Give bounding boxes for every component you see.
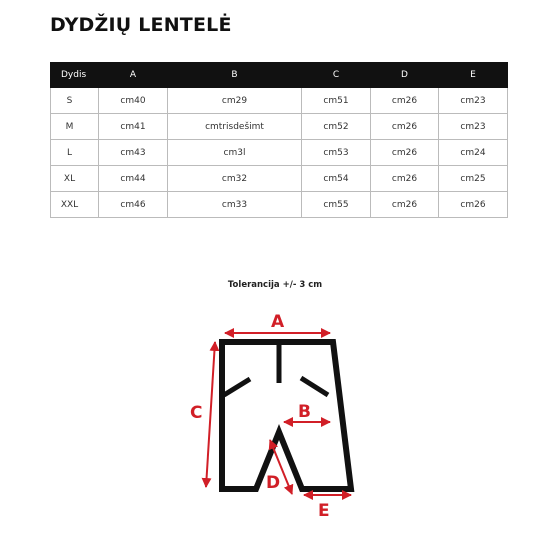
table-cell: cm26 xyxy=(371,114,439,140)
table-cell: cm44 xyxy=(99,166,168,192)
table-cell: cm41 xyxy=(99,114,168,140)
table-cell: cm40 xyxy=(99,88,168,114)
right-pocket-line xyxy=(301,378,328,395)
label-c: C xyxy=(190,403,203,423)
size-cell: L xyxy=(51,140,99,166)
size-cell: S xyxy=(51,88,99,114)
table-cell: cm26 xyxy=(439,192,508,218)
label-a: A xyxy=(271,312,285,332)
size-cell: M xyxy=(51,114,99,140)
column-header-e: E xyxy=(439,63,508,88)
column-header-a: A xyxy=(99,63,168,88)
table-cell: cm32 xyxy=(168,166,302,192)
table-cell: cm23 xyxy=(439,88,508,114)
table-cell: cm23 xyxy=(439,114,508,140)
table-cell: cm33 xyxy=(168,192,302,218)
table-cell: cm54 xyxy=(302,166,371,192)
table-cell: cm3l xyxy=(168,140,302,166)
table-cell: cm24 xyxy=(439,140,508,166)
shorts-outline xyxy=(222,342,351,489)
page-title: DYDŽIŲ LENTELĖ xyxy=(50,14,232,36)
tolerance-note: Tolerancija +/- 3 cm xyxy=(227,280,323,290)
left-pocket-line xyxy=(224,379,250,395)
measure-c-line xyxy=(206,342,215,487)
table-cell: cm52 xyxy=(302,114,371,140)
table-cell: cm26 xyxy=(371,88,439,114)
table-cell: cm46 xyxy=(99,192,168,218)
table-cell: cm53 xyxy=(302,140,371,166)
label-b: B xyxy=(298,402,311,422)
table-cell: cm25 xyxy=(439,166,508,192)
label-e: E xyxy=(318,501,330,521)
size-cell: XL xyxy=(51,166,99,192)
column-header-b: B xyxy=(168,63,302,88)
table-cell: cm26 xyxy=(371,192,439,218)
column-header-size: Dydis xyxy=(51,63,99,88)
table-cell: cm43 xyxy=(99,140,168,166)
table-cell: cm26 xyxy=(371,140,439,166)
table-cell: cmtrisdešimt xyxy=(168,114,302,140)
size-cell: XXL xyxy=(51,192,99,218)
column-header-d: D xyxy=(371,63,439,88)
table-cell: cm51 xyxy=(302,88,371,114)
label-d: D xyxy=(266,473,281,493)
table-cell: cm29 xyxy=(168,88,302,114)
table-cell: cm26 xyxy=(371,166,439,192)
table-cell: cm55 xyxy=(302,192,371,218)
column-header-c: C xyxy=(302,63,371,88)
